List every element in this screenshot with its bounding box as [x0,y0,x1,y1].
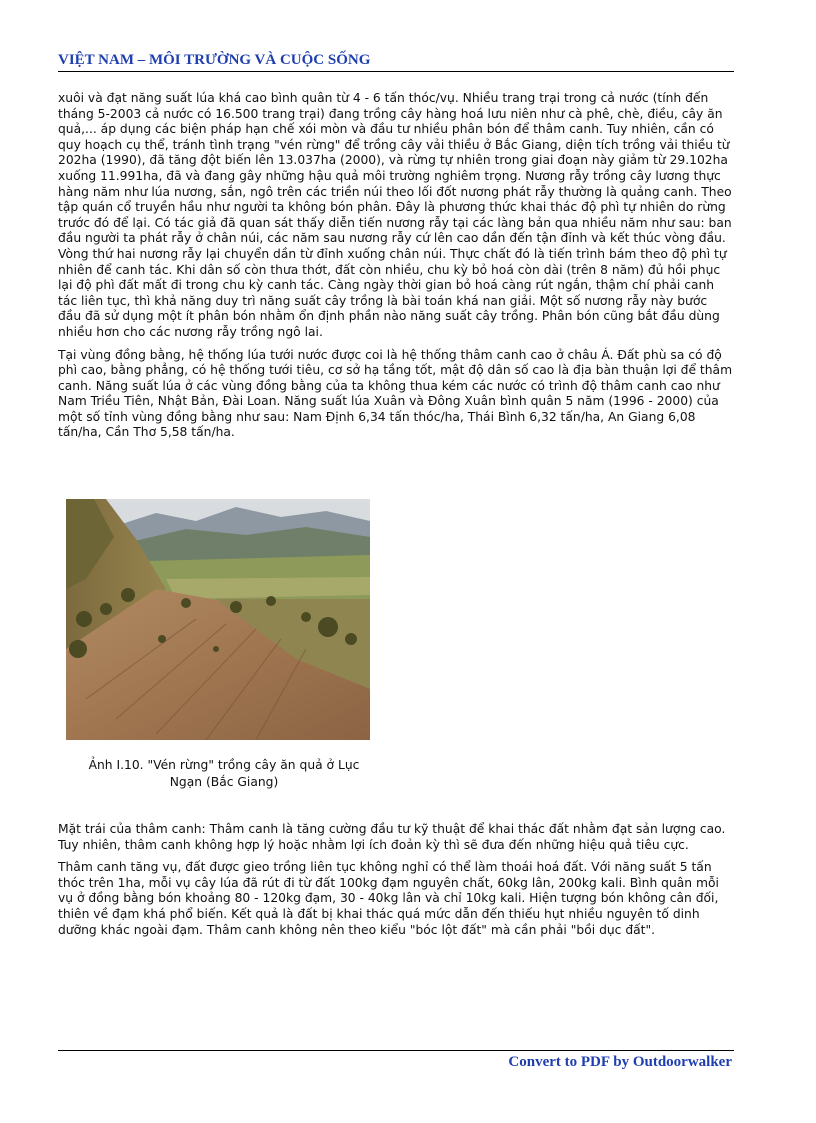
paragraph: Mặt trái của thâm canh: Thâm canh là tăng cường đầu tư kỹ thuật để khai thác đất nhằm đạt sản lượng cao. Tuy nhiên, thâm canh không hợp lý hoặc nhằm lợi ích đoản kỳ thì sẽ đưa đến những hiệu quả tiêu cực. [58,822,726,852]
paragraph: xuôi và đạt năng suất lúa khá cao bình quân từ 4 - 6 tấn thóc/vụ. Nhiều trang trại trong cả nước (tính đến tháng 5-2003 cả nước có 16.500 trang trại) đang trồng cây hàng hoá lưu niên như cà phê, chè, điều, cây ăn quả,... áp dụng các biện pháp hạn chế xói mòn và đầu tư nhiều phân bón để thâm canh. Tuy nhiên, cần có quy hoạch cụ thể, tránh tình trạng "vén rừng" để trồng cây vải thiều ở Bắc Giang, diện tích trồng vải thiều từ 202ha (1990), đã tăng đột biến lên 13.037ha (2000), và rừng tự nhiên trong giai đoạn này giảm từ 29.102ha xuống 11.991ha, đã và đang gây những hậu quả môi trường nghiêm trọng. Nương rẫy trồng cây lương thực hàng năm như lúa nương, sắn, ngô trên các triền núi theo lối đốt nương phát rẫy thường là quảng canh. Theo tập quán cổ truyền hầu như người ta không bón phân. Đây là phương thức khai thác độ phì tự nhiên do rừng trước đó để lại. Có tác giả đã quan sát thấy diễn tiến nương rẫy tại các làng bản qua nhiều năm như sau: ban đầu người ta phát rẫy ở chân núi, các năm sau nương rẫy cứ lên cao dần đến tận đỉnh và kết thúc vòng đầu. Vòng thứ hai nương rẫy lại chuyển dần từ đỉnh xuống chân núi. Thực chất đó là tiến trình bám theo độ phì tự nhiên để canh tác. Khi dân số còn thưa thớt, đất còn nhiều, chu kỳ bỏ hoá còn dài (trên 8 năm) đủ hồi phục lại độ phì đất mất đi trong chu kỳ canh tác. Càng ngày thời gian bỏ hoá càng rút ngắn, thậm chí phải canh tác liên tục, thì khả năng duy trì năng suất cây trồng là bài toán khá nan giải. Một số nương rẫy này bước đầu đã sử dụng một ít phân bón nhằm ổn định phần nào năng suất cây trồng. Phân bón cũng bắt đầu dùng nhiều hơn cho các nương rẫy trồng ngô lai. [58,91,732,339]
figure-photo [66,499,370,740]
paragraph: Thâm canh tăng vụ, đất được gieo trồng liên tục không nghỉ có thể làm thoái hoá đất. Với năng suất 5 tấn thóc trên 1ha, mỗi vụ cây lúa đã rút đi từ đất 100kg đạm nguyên chất, 60kg lân, 200kg kali. Bình quân mỗi vụ ở đồng bằng bón khoảng 80 - 120kg đạm, 30 - 40kg lân và chỉ 10kg kali. Hiện tượng bón không cân đối, thiên về đạm khá phổ biến. Kết quả là đất bị khai thác quá mức dẫn đến thiếu hụt nhiều nguyên tố dinh dưỡng khác ngoài đạm. Thâm canh không nên theo kiểu "bóc lột đất" mà cần phải "bồi dục đất". [58,860,719,937]
body-text [58,91,734,448]
figure-caption [66,757,382,791]
footer-credit: Convert to PDF by Outdoorwalker [508,1054,732,1070]
caption-line-1: Ảnh I.10. "Vén rừng" trồng cây ăn quả ở Lục [88,758,360,772]
page-header-title: VIỆT NAM – MÔI TRƯỜNG VÀ CUỘC SỐNG [58,50,734,72]
hillside-farm-photo [66,499,370,740]
caption-line-2: Ngạn (Bắc Giang) [169,775,279,789]
footer-divider [58,1050,734,1051]
paragraph: Tại vùng đồng bằng, hệ thống lúa tưới nước được coi là hệ thống thâm canh cao ở châu Á. Đất phù sa có độ phì cao, bằng phẳng, có hệ thống tưới tiêu, cơ sở hạ tầng tốt, mật độ dân số cao là địa bàn thuận lợi để thâm canh. Năng suất lúa ở các vùng đồng bằng của ta không thua kém các nước có trình độ thâm canh cao như Nam Triều Tiên, Nhật Bản, Đài Loan. Năng suất lúa Xuân và Đông Xuân bình quân 5 năm (1996 - 2000) của một số tỉnh vùng đồng bằng như sau: Nam Định 6,34 tấn thóc/ha, Thái Bình 6,32 tấn/ha, An Giang 6,08 tấn/ha, Cần Thơ 5,58 tấn/ha. [58,347,733,440]
body-text-continued [58,822,734,945]
